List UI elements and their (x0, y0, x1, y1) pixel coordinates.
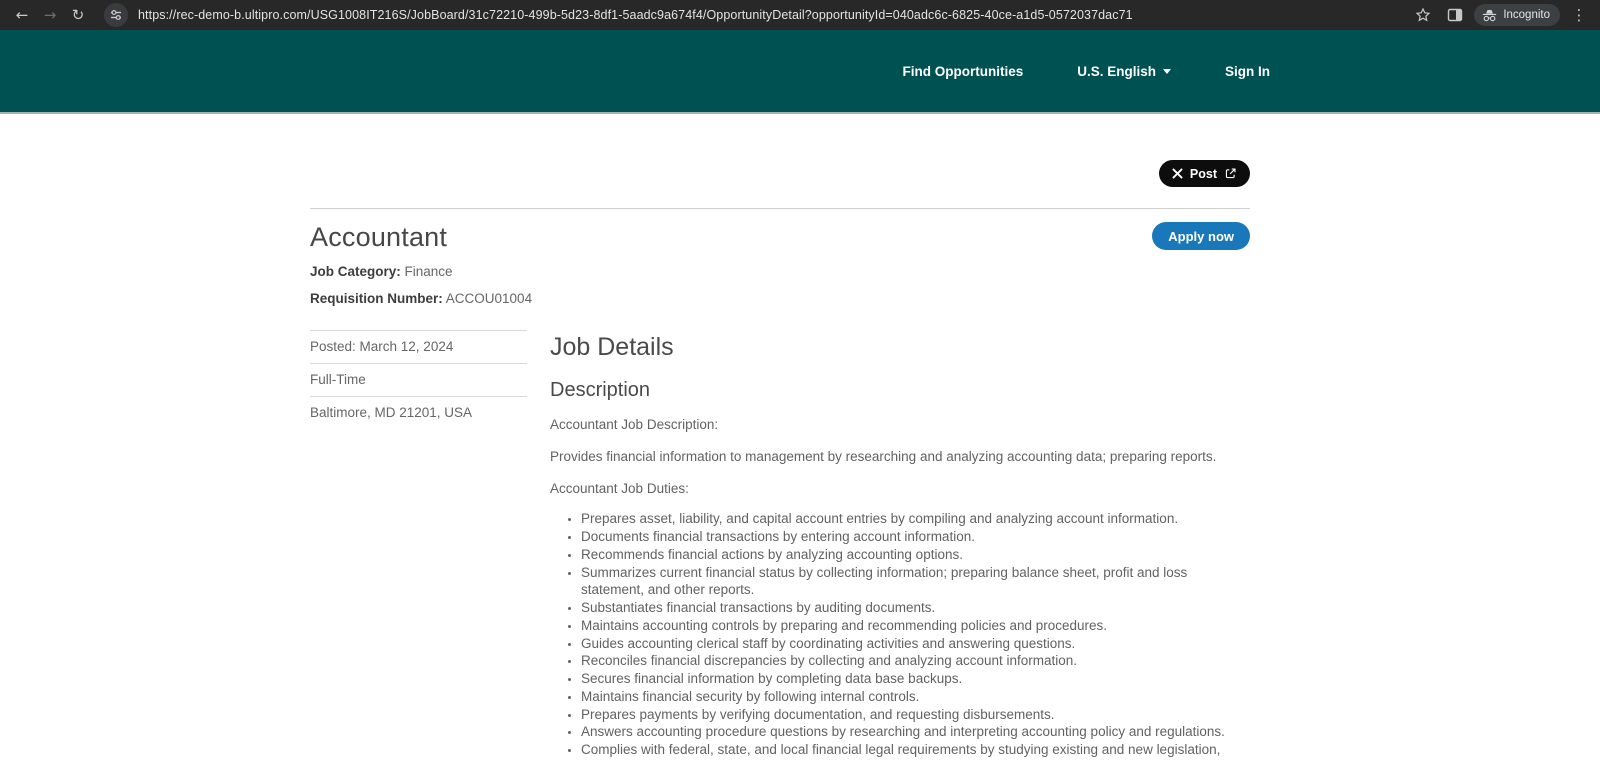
duty-item: • Recommends financial actions by analyzing accounting options. (581, 546, 1250, 564)
incognito-icon (1482, 9, 1497, 22)
description-paragraph: Accountant Job Duties: (550, 480, 689, 496)
post-button-label: Post (1189, 166, 1217, 181)
nav-find-opportunities-label: Find Opportunities (902, 63, 1024, 79)
detail-columns (310, 330, 1250, 759)
job-details-section (550, 330, 1250, 759)
description-paragraph: Provides financial information to management by researching and analyzing accounting data; preparing reports. (550, 448, 1217, 464)
nav-find-opportunities[interactable] (902, 64, 1023, 79)
description-heading: Description (550, 379, 651, 401)
job-location: Baltimore, MD 21201, USA (310, 396, 527, 429)
duty-item: • Reconciles financial discrepancies by collecting and analyzing account information. (581, 652, 1250, 670)
external-link-icon (1224, 167, 1237, 180)
page-title: Accountant (310, 222, 448, 252)
site-nav (902, 64, 1270, 79)
nav-sign-in-label: Sign In (1225, 63, 1270, 79)
job-details-heading: Job Details (550, 333, 674, 361)
nav-sign-in[interactable] (1225, 64, 1270, 79)
page-content (310, 114, 1250, 759)
duty-item: • Complies with federal, state, and local financial legal requirements by studying existing and new legislation, (581, 741, 1250, 759)
back-icon[interactable]: ← (15, 6, 29, 24)
requisition-label: Requisition Number: (310, 291, 443, 306)
requisition-value: ACCOU01004 (445, 291, 533, 306)
description-intro (550, 416, 1250, 497)
employment-type: Full-Time (310, 363, 527, 396)
side-panel-icon[interactable] (1442, 3, 1468, 27)
forward-icon[interactable]: → (43, 6, 57, 24)
job-category-line (310, 264, 1250, 279)
duty-item: • Summarizes current financial status by collecting information; preparing balance sheet, profit and loss statement, and other reports. (581, 564, 1250, 600)
duty-item: • Answers accounting procedure questions by researching and interpreting accounting policy and regulations. (581, 723, 1250, 741)
job-category-label: Job Category: (310, 264, 401, 279)
job-meta (310, 264, 1250, 306)
x-post-button[interactable] (1159, 160, 1250, 187)
url-bar[interactable]: https://rec-demo-b.ultipro.com/USG1008IT216S/JobBoard/31c72210-499b-5d23-8df1-5aadc9a674f4/OpportunityDetail?opportunityId=040adc6c-6825-40ce-a1d5-0572037dac71 (138, 8, 1133, 22)
description-paragraph: Accountant Job Description: (550, 417, 719, 432)
duty-item: • Maintains financial security by following internal controls. (581, 688, 1250, 706)
browser-toolbar (0, 0, 1600, 30)
duty-item: • Substantiates financial transactions by auditing documents. (581, 599, 1250, 617)
share-row (310, 114, 1250, 187)
site-header (0, 30, 1600, 114)
title-row (310, 222, 1250, 253)
chevron-down-icon (1163, 69, 1171, 74)
duty-item: • Maintains accounting controls by preparing and recommending policies and procedures. (581, 617, 1250, 635)
job-summary-sidebar (310, 330, 527, 759)
duties-list (550, 510, 1250, 759)
job-category-value: Finance (404, 264, 453, 279)
requisition-line (310, 291, 1250, 306)
duty-item: • Secures financial information by completing data base backups. (581, 670, 1250, 688)
incognito-label: Incognito (1503, 9, 1550, 21)
nav-language-dropdown[interactable] (1077, 64, 1171, 79)
duty-item: • Prepares payments by verifying documentation, and requesting disbursements. (581, 706, 1250, 724)
incognito-badge (1474, 4, 1560, 26)
menu-kebab-icon[interactable]: ⋮ (1571, 6, 1587, 24)
site-info-icon[interactable] (104, 3, 128, 27)
duty-item: • Guides accounting clerical staff by coordinating activities and answering questions. (581, 635, 1250, 653)
x-logo-icon (1172, 168, 1183, 179)
nav-language-label: U.S. English (1077, 63, 1156, 79)
bookmark-star-icon[interactable] (1410, 3, 1436, 27)
header-divider (310, 208, 1250, 209)
duty-item: • Documents financial transactions by entering account information. (581, 528, 1250, 546)
reload-icon[interactable]: ↻ (71, 6, 85, 24)
apply-now-button[interactable]: Apply now (1152, 222, 1250, 250)
posted-date: Posted: March 12, 2024 (310, 330, 527, 363)
duty-item: • Prepares asset, liability, and capital account entries by compiling and analyzing account information. (581, 510, 1250, 528)
